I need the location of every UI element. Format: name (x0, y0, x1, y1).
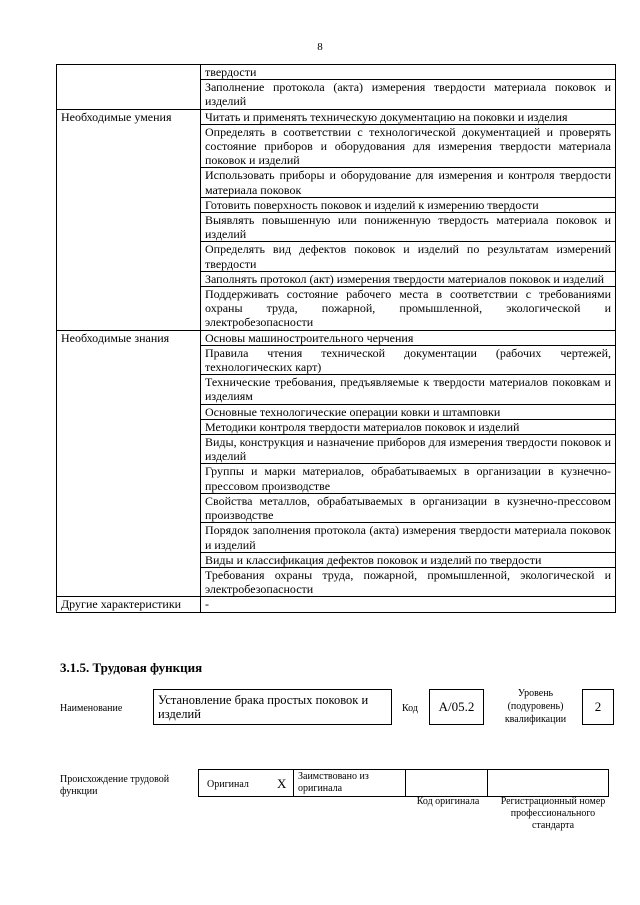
original-mark: X (277, 776, 287, 791)
section-label-cell (57, 124, 201, 168)
original-label: Оригинал (207, 779, 249, 790)
requirement-item: Технические требования, предъявляемые к твердости материалов поковкам и изделиям (201, 375, 616, 404)
code-value: A/05.2 (429, 689, 484, 725)
requirement-item: Готовить поверхность поковок и изделий к измерению твердости (201, 197, 616, 212)
section-label-cell (57, 213, 201, 242)
code-original-caption: Код оригинала (416, 796, 480, 807)
section-label-cell (57, 419, 201, 434)
table-row (57, 567, 616, 596)
table-row (57, 375, 616, 404)
borrowed-label: Заимствовано из оригинала (298, 771, 369, 794)
origin-borrowed-cell (294, 770, 406, 796)
requirement-item: Определять вид дефектов поковок и изделий по результатам измерений твердости (201, 242, 616, 271)
table-row (57, 404, 616, 419)
table-row (57, 552, 616, 567)
table-row (57, 242, 616, 271)
name-value-box (153, 689, 392, 725)
section-label-cell (57, 242, 201, 271)
section-label: Другие характеристики (57, 597, 201, 612)
section-label-cell (57, 552, 201, 567)
table-row (57, 419, 616, 434)
section-label-cell (57, 435, 201, 464)
requirement-item: Читать и применять техническую документацию на поковки и изделия (201, 109, 616, 124)
section-label-cell (57, 567, 201, 596)
table-row (57, 345, 616, 374)
table-row (57, 109, 616, 124)
requirement-item: Методики контроля твердости материалов поковок и изделий (201, 419, 616, 434)
section-label (57, 65, 201, 80)
requirement-item: Свойства металлов, обрабатываемых в организации в кузнечно-прессовом производстве (201, 493, 616, 522)
name-label: Наименование (60, 703, 123, 714)
section-heading: 3.1.5. Трудовая функция (60, 660, 203, 675)
origin-table (198, 769, 609, 797)
table-row (57, 124, 616, 168)
section-label-cell (57, 404, 201, 419)
table-row (57, 597, 616, 612)
table-row (57, 80, 616, 109)
table-row (57, 271, 616, 286)
table-row (57, 287, 616, 331)
level-value: 2 (582, 689, 614, 725)
section-label-cell (57, 464, 201, 493)
section-label-cell (57, 271, 201, 286)
reg-number-caption: Регистрационный номер профессионального стандарта (500, 796, 606, 831)
section-label-cell (57, 523, 201, 552)
table-row (57, 523, 616, 552)
requirement-item: Виды и классификация дефектов поковок и изделий по твердости (201, 552, 616, 567)
table-row (57, 213, 616, 242)
table-row (57, 330, 616, 345)
section-label: Необходимые знания (57, 330, 201, 345)
requirement-item: Выявлять повышенную или пониженную твердость материала поковок и изделий (201, 213, 616, 242)
competency-table (56, 64, 616, 613)
section-label-cell (57, 80, 201, 109)
requirement-item: Заполнение протокола (акта) измерения твердости материала поковок и изделий (201, 80, 616, 109)
requirement-item: твердости (201, 65, 616, 80)
requirement-item: Заполнять протокол (акт) измерения твердости материалов поковок и изделий (201, 271, 616, 286)
requirement-item: Правила чтения технической документации (рабочих чертежей, технологических карт) (201, 345, 616, 374)
reg-number-cell (488, 770, 608, 796)
section-label: Необходимые умения (57, 109, 201, 124)
table-row (57, 435, 616, 464)
level-label: Уровень (подуровень) квалификации (504, 688, 567, 725)
section-label-cell (57, 493, 201, 522)
section-label-cell (57, 197, 201, 212)
requirement-item: Порядок заполнения протокола (акта) измерения твердости материала поковок и изделий (201, 523, 616, 552)
section-label-cell (57, 345, 201, 374)
requirement-item: Основные технологические операции ковки и штамповки (201, 404, 616, 419)
requirement-item: Группы и марки материалов, обрабатываемых в организации в кузнечно-прессовом производстве (201, 464, 616, 493)
requirement-item: Требования охраны труда, пожарной, промышленной, экологической и электробезопасности (201, 567, 616, 596)
table-row (57, 65, 616, 80)
code-original-cell (406, 770, 488, 796)
page-number: 8 (317, 41, 323, 53)
table-row (57, 493, 616, 522)
section-label-cell (57, 287, 201, 331)
table-row (57, 168, 616, 197)
requirement-item: - (201, 597, 616, 612)
name-value: Установление брака простых поковок и изделий (158, 693, 369, 721)
requirement-item: Основы машиностроительного черчения (201, 330, 616, 345)
origin-original-cell (199, 770, 294, 796)
requirement-item: Поддерживать состояние рабочего места в соответствии с требованиями охраны труда, пожарной, промышленной, экологической и электробезопасности (201, 287, 616, 331)
requirement-item: Определять в соответствии с технологической документацией и проверять состояние приборов и оборудования для измерения твердости материала поковок и изделий (201, 124, 616, 168)
section-label-cell (57, 375, 201, 404)
section-label-cell (57, 168, 201, 197)
table-row (57, 464, 616, 493)
table-row (57, 197, 616, 212)
requirement-item: Использовать приборы и оборудование для измерения и контроля твердости материала поковок (201, 168, 616, 197)
code-label: Код (402, 703, 418, 714)
requirement-item: Виды, конструкция и назначение приборов для измерения твердости поковок и изделий (201, 435, 616, 464)
origin-label: Происхождение трудовой функции (60, 774, 170, 797)
